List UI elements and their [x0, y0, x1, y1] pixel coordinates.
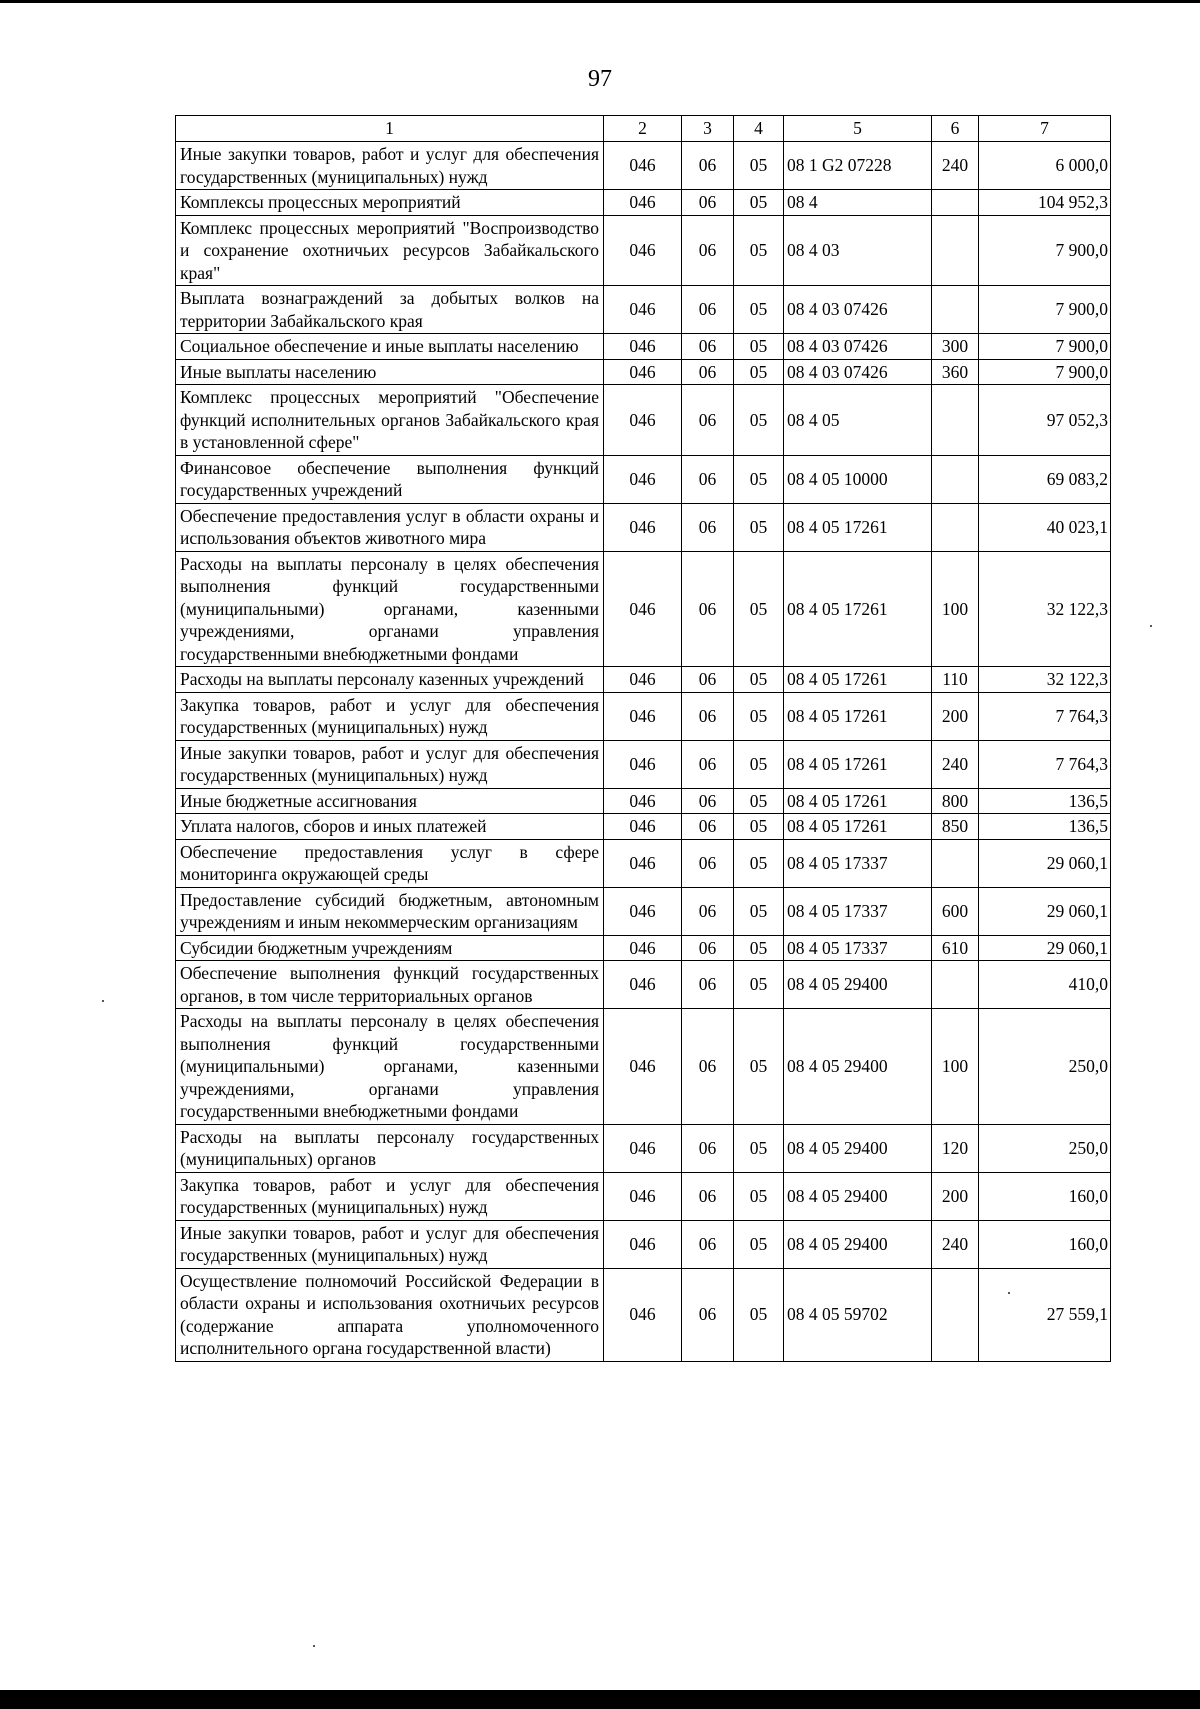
bottom-scan-band: [0, 1690, 1200, 1709]
header-col-1: 1: [176, 116, 604, 142]
table-row: [176, 190, 1111, 216]
row-description: Комплексы процессных мероприятий: [176, 190, 604, 216]
row-code-4: 05: [734, 1009, 784, 1125]
row-code-4: 05: [734, 142, 784, 190]
row-amount: 27 559,1: [979, 1268, 1111, 1361]
row-amount: 136,5: [979, 788, 1111, 814]
row-code-6: [932, 503, 979, 551]
table-row: [176, 961, 1111, 1009]
row-code-2: 046: [604, 935, 682, 961]
header-col-3: 3: [682, 116, 734, 142]
row-code-3: 06: [682, 455, 734, 503]
row-code-3: 06: [682, 215, 734, 286]
row-description: Осуществление полномочий Российской Федерации в области охраны и использования охотничьих ресурсов (содержание аппарата уполномоченного исполнительного органа государственной власти): [176, 1268, 604, 1361]
row-code-4: 05: [734, 286, 784, 334]
row-code-2: 046: [604, 334, 682, 360]
row-code-5: 08 4 05 10000: [784, 455, 932, 503]
row-code-3: 06: [682, 740, 734, 788]
row-amount: 29 060,1: [979, 839, 1111, 887]
row-code-2: 046: [604, 839, 682, 887]
row-code-5: 08 4 05 17261: [784, 692, 932, 740]
row-code-5: 08 1 G2 07228: [784, 142, 932, 190]
table-row: [176, 814, 1111, 840]
table-header: [176, 116, 1111, 142]
row-description: Расходы на выплаты персоналу государственных (муниципальных) органов: [176, 1124, 604, 1172]
scan-speck: [102, 1000, 104, 1002]
row-code-3: 06: [682, 385, 734, 456]
row-code-6: 240: [932, 1220, 979, 1268]
row-description: Иные закупки товаров, работ и услуг для обеспечения государственных (муниципальных) нужд: [176, 142, 604, 190]
row-code-5: 08 4 05 29400: [784, 1220, 932, 1268]
scan-speck: [1008, 1292, 1010, 1294]
header-col-2: 2: [604, 116, 682, 142]
row-code-3: 06: [682, 887, 734, 935]
table-row: [176, 551, 1111, 667]
row-code-4: 05: [734, 190, 784, 216]
row-code-3: 06: [682, 190, 734, 216]
row-code-6: 240: [932, 740, 979, 788]
table-row: [176, 887, 1111, 935]
row-code-6: 850: [932, 814, 979, 840]
row-code-4: 05: [734, 503, 784, 551]
row-code-5: 08 4 05 17337: [784, 839, 932, 887]
row-amount: 29 060,1: [979, 935, 1111, 961]
table-row: [176, 142, 1111, 190]
row-amount: 136,5: [979, 814, 1111, 840]
row-code-3: 06: [682, 1009, 734, 1125]
row-code-3: 06: [682, 1124, 734, 1172]
table-row: [176, 286, 1111, 334]
row-code-5: 08 4: [784, 190, 932, 216]
row-amount: 250,0: [979, 1124, 1111, 1172]
row-code-5: 08 4 05 17337: [784, 887, 932, 935]
row-code-4: 05: [734, 551, 784, 667]
table-row: [176, 359, 1111, 385]
row-code-5: 08 4 05 29400: [784, 1124, 932, 1172]
row-code-6: 200: [932, 692, 979, 740]
row-amount: 7 900,0: [979, 334, 1111, 360]
row-amount: 97 052,3: [979, 385, 1111, 456]
row-code-5: 08 4 05: [784, 385, 932, 456]
row-amount: 7 764,3: [979, 740, 1111, 788]
row-description: Закупка товаров, работ и услуг для обеспечения государственных (муниципальных) нужд: [176, 692, 604, 740]
row-amount: 7 900,0: [979, 359, 1111, 385]
row-code-6: [932, 455, 979, 503]
row-description: Иные выплаты населению: [176, 359, 604, 385]
table-row: [176, 740, 1111, 788]
row-code-2: 046: [604, 215, 682, 286]
table-row: [176, 334, 1111, 360]
row-code-6: [932, 1268, 979, 1361]
row-code-5: 08 4 05 29400: [784, 961, 932, 1009]
row-code-2: 046: [604, 1124, 682, 1172]
row-code-4: 05: [734, 740, 784, 788]
row-code-4: 05: [734, 961, 784, 1009]
row-code-4: 05: [734, 334, 784, 360]
header-col-5: 5: [784, 116, 932, 142]
row-code-4: 05: [734, 935, 784, 961]
row-code-5: 08 4 05 17261: [784, 551, 932, 667]
table-row: [176, 935, 1111, 961]
row-code-3: 06: [682, 1268, 734, 1361]
row-description: Расходы на выплаты персоналу казенных учреждений: [176, 667, 604, 693]
row-code-2: 046: [604, 788, 682, 814]
row-code-3: 06: [682, 1172, 734, 1220]
row-code-4: 05: [734, 359, 784, 385]
row-code-6: 360: [932, 359, 979, 385]
row-description: Обеспечение предоставления услуг в сфере мониторинга окружающей среды: [176, 839, 604, 887]
scan-speck: [1150, 625, 1152, 627]
row-code-6: [932, 286, 979, 334]
row-code-5: 08 4 03 07426: [784, 359, 932, 385]
table-row: [176, 1268, 1111, 1361]
table-body: [176, 142, 1111, 1362]
table-row: [176, 1009, 1111, 1125]
row-code-6: 100: [932, 551, 979, 667]
row-code-3: 06: [682, 814, 734, 840]
row-code-4: 05: [734, 1172, 784, 1220]
row-code-6: [932, 190, 979, 216]
row-description: Выплата вознаграждений за добытых волков на территории Забайкальского края: [176, 286, 604, 334]
row-code-5: 08 4 05 17261: [784, 503, 932, 551]
row-code-2: 046: [604, 814, 682, 840]
row-description: Предоставление субсидий бюджетным, автономным учреждениям и иным некоммерческим организациям: [176, 887, 604, 935]
row-code-2: 046: [604, 190, 682, 216]
row-code-6: 800: [932, 788, 979, 814]
row-code-2: 046: [604, 740, 682, 788]
row-code-2: 046: [604, 1009, 682, 1125]
table-row: [176, 455, 1111, 503]
row-description: Уплата налогов, сборов и иных платежей: [176, 814, 604, 840]
row-code-6: 200: [932, 1172, 979, 1220]
row-amount: 410,0: [979, 961, 1111, 1009]
row-amount: 29 060,1: [979, 887, 1111, 935]
row-code-2: 046: [604, 455, 682, 503]
table-row: [176, 385, 1111, 456]
row-code-6: 610: [932, 935, 979, 961]
row-code-4: 05: [734, 839, 784, 887]
row-amount: 160,0: [979, 1220, 1111, 1268]
row-description: Комплекс процессных мероприятий "Обеспечение функций исполнительных органов Забайкальского края в установленной сфере": [176, 385, 604, 456]
row-code-6: [932, 215, 979, 286]
row-code-5: 08 4 05 17261: [784, 667, 932, 693]
row-code-2: 046: [604, 142, 682, 190]
row-code-2: 046: [604, 667, 682, 693]
row-code-6: 110: [932, 667, 979, 693]
row-code-3: 06: [682, 286, 734, 334]
row-code-4: 05: [734, 455, 784, 503]
row-code-2: 046: [604, 1268, 682, 1361]
row-code-2: 046: [604, 503, 682, 551]
row-code-6: 100: [932, 1009, 979, 1125]
row-description: Обеспечение предоставления услуг в области охраны и использования объектов животного мира: [176, 503, 604, 551]
row-code-5: 08 4 03 07426: [784, 334, 932, 360]
row-description: Иные бюджетные ассигнования: [176, 788, 604, 814]
row-code-4: 05: [734, 1268, 784, 1361]
row-code-3: 06: [682, 334, 734, 360]
row-code-3: 06: [682, 1220, 734, 1268]
row-description: Обеспечение выполнения функций государственных органов, в том числе территориальных органов: [176, 961, 604, 1009]
row-amount: 69 083,2: [979, 455, 1111, 503]
row-description: Социальное обеспечение и иные выплаты населению: [176, 334, 604, 360]
row-amount: 40 023,1: [979, 503, 1111, 551]
budget-table: [175, 115, 1111, 1362]
row-code-4: 05: [734, 788, 784, 814]
table-row: [176, 215, 1111, 286]
row-code-3: 06: [682, 788, 734, 814]
row-code-4: 05: [734, 385, 784, 456]
row-code-6: 300: [932, 334, 979, 360]
row-amount: 7 764,3: [979, 692, 1111, 740]
row-amount: 250,0: [979, 1009, 1111, 1125]
row-code-6: 240: [932, 142, 979, 190]
table-row: [176, 1124, 1111, 1172]
row-code-2: 046: [604, 692, 682, 740]
row-code-5: 08 4 05 17337: [784, 935, 932, 961]
table-row: [176, 692, 1111, 740]
row-code-4: 05: [734, 667, 784, 693]
row-description: Расходы на выплаты персоналу в целях обеспечения выполнения функций государственными (муниципальными) органами, казенными учреждениями, органами управления государственными внебюджетными фондами: [176, 551, 604, 667]
row-code-3: 06: [682, 503, 734, 551]
row-amount: 32 122,3: [979, 551, 1111, 667]
row-code-4: 05: [734, 887, 784, 935]
row-code-5: 08 4 05 29400: [784, 1009, 932, 1125]
row-code-5: 08 4 05 29400: [784, 1172, 932, 1220]
scan-speck: [313, 1645, 315, 1647]
row-code-2: 046: [604, 359, 682, 385]
table-row: [176, 788, 1111, 814]
row-description: Расходы на выплаты персоналу в целях обеспечения выполнения функций государственными (муниципальными) органами, казенными учреждениями, органами управления государственными внебюджетными фондами: [176, 1009, 604, 1125]
row-description: Комплекс процессных мероприятий "Воспроизводство и сохранение охотничьих ресурсов Забайкальского края": [176, 215, 604, 286]
row-amount: 32 122,3: [979, 667, 1111, 693]
row-code-3: 06: [682, 667, 734, 693]
row-code-4: 05: [734, 1124, 784, 1172]
row-amount: 160,0: [979, 1172, 1111, 1220]
header-col-6: 6: [932, 116, 979, 142]
row-code-6: [932, 961, 979, 1009]
row-description: Иные закупки товаров, работ и услуг для обеспечения государственных (муниципальных) нужд: [176, 1220, 604, 1268]
header-col-4: 4: [734, 116, 784, 142]
row-code-3: 06: [682, 935, 734, 961]
row-code-2: 046: [604, 887, 682, 935]
top-border-line: [0, 0, 1200, 3]
row-code-5: 08 4 05 59702: [784, 1268, 932, 1361]
row-amount: 7 900,0: [979, 215, 1111, 286]
row-code-6: 120: [932, 1124, 979, 1172]
row-amount: 104 952,3: [979, 190, 1111, 216]
row-code-2: 046: [604, 385, 682, 456]
table-row: [176, 1172, 1111, 1220]
row-description: Закупка товаров, работ и услуг для обеспечения государственных (муниципальных) нужд: [176, 1172, 604, 1220]
header-row: [176, 116, 1111, 142]
row-description: Субсидии бюджетным учреждениям: [176, 935, 604, 961]
row-code-4: 05: [734, 1220, 784, 1268]
row-code-3: 06: [682, 142, 734, 190]
row-code-2: 046: [604, 1172, 682, 1220]
row-code-3: 06: [682, 961, 734, 1009]
table-row: [176, 667, 1111, 693]
row-code-4: 05: [734, 215, 784, 286]
row-code-6: [932, 385, 979, 456]
row-description: Финансовое обеспечение выполнения функций государственных учреждений: [176, 455, 604, 503]
row-code-5: 08 4 03: [784, 215, 932, 286]
row-amount: 7 900,0: [979, 286, 1111, 334]
page-number: 97: [588, 66, 612, 92]
row-code-2: 046: [604, 551, 682, 667]
row-code-3: 06: [682, 359, 734, 385]
table-row: [176, 1220, 1111, 1268]
row-code-6: [932, 839, 979, 887]
row-code-3: 06: [682, 551, 734, 667]
row-code-5: 08 4 05 17261: [784, 814, 932, 840]
header-col-7: 7: [979, 116, 1111, 142]
row-code-2: 046: [604, 1220, 682, 1268]
row-code-3: 06: [682, 692, 734, 740]
row-code-5: 08 4 03 07426: [784, 286, 932, 334]
row-code-6: 600: [932, 887, 979, 935]
row-code-5: 08 4 05 17261: [784, 740, 932, 788]
table-row: [176, 839, 1111, 887]
row-description: Иные закупки товаров, работ и услуг для обеспечения государственных (муниципальных) нужд: [176, 740, 604, 788]
row-code-2: 046: [604, 286, 682, 334]
row-amount: 6 000,0: [979, 142, 1111, 190]
row-code-3: 06: [682, 839, 734, 887]
row-code-2: 046: [604, 961, 682, 1009]
row-code-4: 05: [734, 692, 784, 740]
row-code-4: 05: [734, 814, 784, 840]
table-row: [176, 503, 1111, 551]
row-code-5: 08 4 05 17261: [784, 788, 932, 814]
